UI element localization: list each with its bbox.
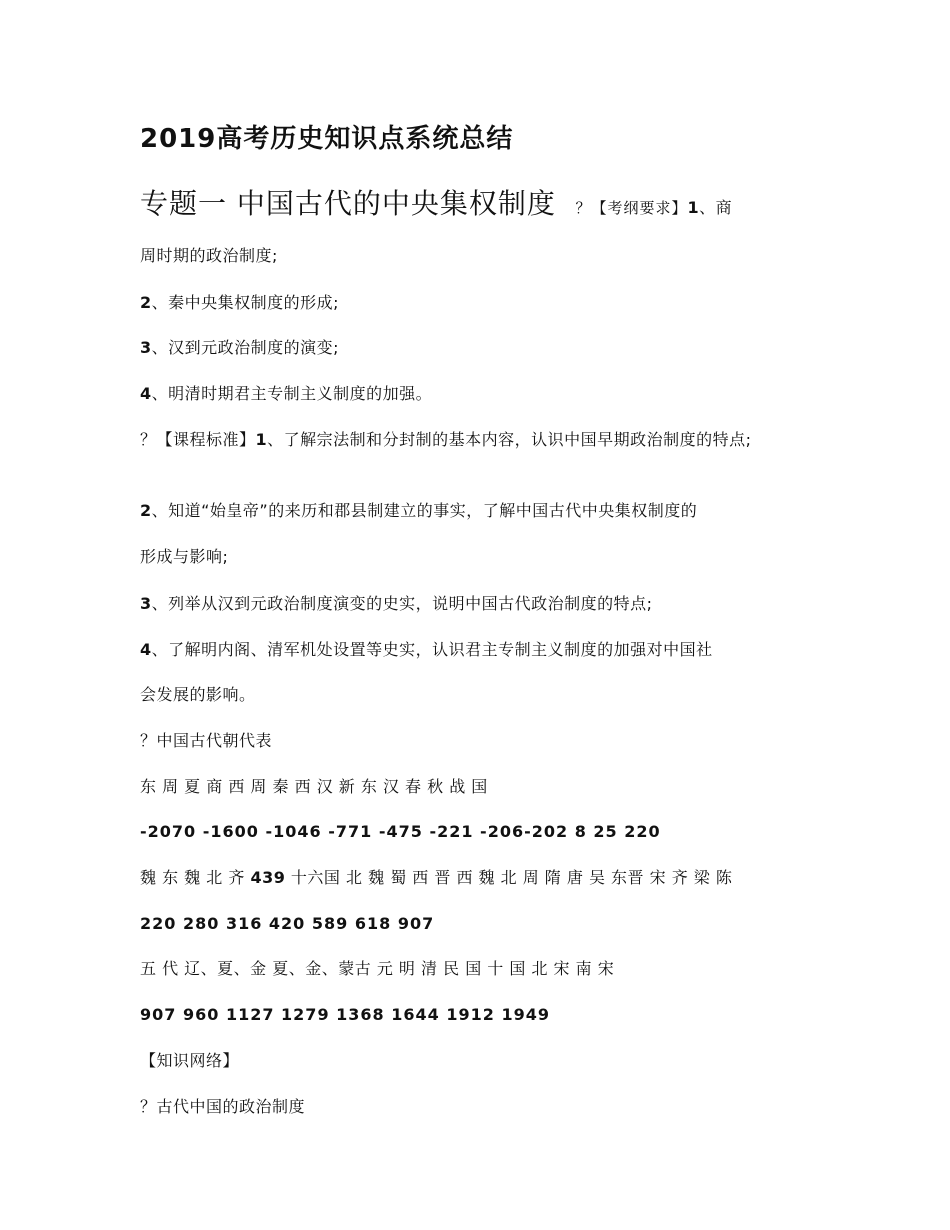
dynasty-row-number: 439	[250, 868, 286, 887]
req-item-text: 、明清时期君主专制主义制度的加强。	[151, 384, 433, 403]
req-item-num: 2	[140, 293, 152, 312]
topic-heading-line	[140, 186, 732, 222]
req-item-text: 、汉到元政治制度的演变;	[151, 338, 340, 357]
std-item	[140, 684, 256, 706]
dynasty-row-years: 907 960 1127 1279 1368 1644 1912 1949	[140, 1005, 550, 1024]
dynasty-row-names: 东 周 夏 商 西 周 秦 西 汉 新 东 汉 春 秋 战 国	[140, 777, 488, 796]
ancient-politics-heading: ？古代中国的政治制度	[140, 1097, 306, 1116]
std-item-num: 3	[140, 594, 152, 613]
std-item-text: 会发展的影响。	[140, 685, 256, 704]
std-item-text: 、了解明内阁、清军机处设置等史实，认识君主专制主义制度的加强对中国社	[151, 640, 713, 659]
dynasty-row-text: 十六国 北 魏 蜀 西 晋 西 魏 北 周 隋 唐 吴 东晋 宋 齐 梁 陈	[285, 868, 733, 887]
req-item	[140, 245, 278, 267]
dynasty-row-years: -2070 -1600 -1046 -771 -475 -221 -206-202 8 25 220	[140, 822, 661, 841]
dynasty-row-names: 五 代 辽、夏、金 夏、金、蒙古 元 明 清 民 国 十 国 北 宋 南 宋	[140, 959, 615, 978]
std-item-num: 1	[255, 430, 268, 449]
dynasty-row-years: 220 280 316 420 589 618 907	[140, 914, 435, 933]
std-item-text: 形成与影响;	[140, 547, 229, 566]
std-item	[140, 546, 228, 568]
req-item-text: 、商	[699, 198, 733, 217]
req-item	[140, 292, 339, 314]
std-item	[140, 593, 653, 615]
std-item-num: 4	[140, 640, 152, 659]
req-item	[140, 337, 339, 359]
dynasty-row-text: 魏 东 魏 北 齐	[140, 868, 251, 887]
std-item-text: 、知道“始皇帝”的来历和郡县制建立的事实，了解中国古代中央集权制度的	[151, 501, 698, 520]
req-item-num: 3	[140, 338, 152, 357]
req-item-num: 1	[687, 198, 700, 217]
std-item	[140, 500, 697, 522]
std-item	[140, 429, 752, 451]
topic-heading: 专题一 中国古代的中央集权制度	[140, 187, 556, 220]
req-item-text: 周时期的政治制度;	[140, 246, 278, 265]
std-item-text: 、了解宗法制和分封制的基本内容，认识中国早期政治制度的特点;	[267, 430, 752, 449]
std-item-num: 2	[140, 501, 152, 520]
dynasty-table-label: ？中国古代朝代表	[140, 731, 273, 750]
req-item-text: 、秦中央集权制度的形成;	[151, 293, 340, 312]
dynasty-row-names	[140, 867, 732, 889]
req-item	[140, 383, 432, 405]
std-item	[140, 639, 713, 661]
document-title: 2019高考历史知识点系统总结	[140, 124, 514, 154]
req-prefix: ？【考纲要求】	[575, 199, 688, 217]
std-item-text: 、列举从汉到元政治制度演变的史实，说明中国古代政治制度的特点;	[151, 594, 653, 613]
std-prefix: ？【课程标准】	[140, 430, 256, 449]
req-item-num: 4	[140, 384, 152, 403]
knowledge-network-heading: 【知识网络】	[140, 1051, 240, 1070]
